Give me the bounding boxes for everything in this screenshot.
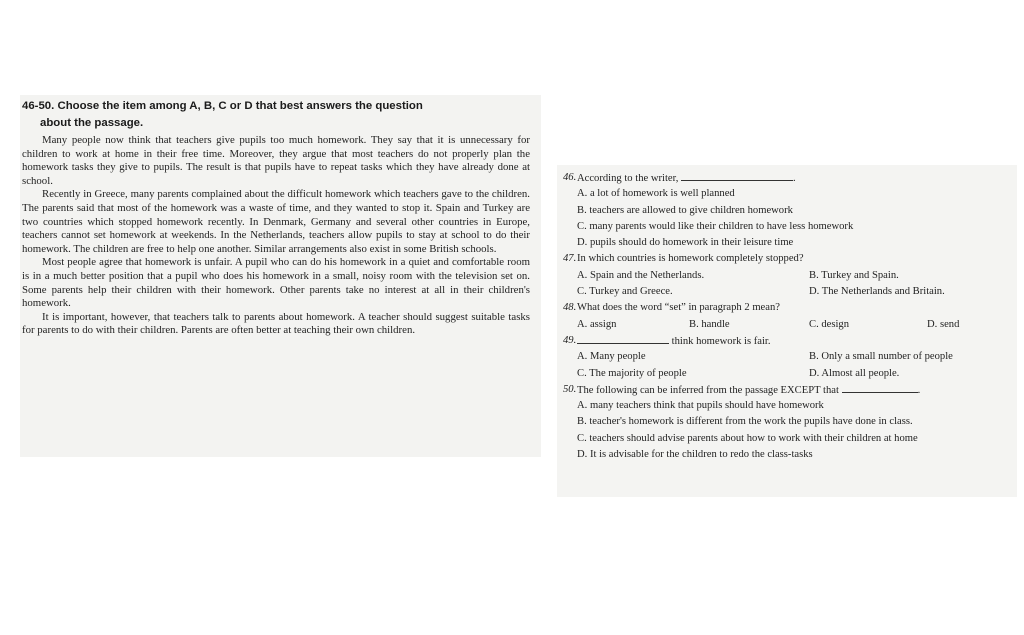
question-46 (563, 170, 1011, 186)
options-46-d (563, 235, 1011, 251)
options-46-c (563, 219, 1011, 235)
answer-blank (842, 382, 918, 393)
option-a: A. assign (577, 318, 617, 330)
option-c: C. design (809, 318, 850, 330)
question-list (563, 170, 1011, 463)
option-a: A. many teachers think that pupils should have homework (577, 400, 824, 412)
option-d: D. It is advisable for the children to redo the class-tasks (577, 449, 813, 461)
reading-passage (22, 134, 530, 338)
options-49-ab (563, 349, 1011, 365)
question-48 (563, 300, 1011, 316)
question-number: 48. (563, 302, 577, 314)
question-number: 49. (563, 334, 577, 346)
paragraph-4: It is important, however, that teachers talk to parents about homework. A teacher should suggest suitable tasks for parents to do with their children. Parents are often better at teaching their own children. (22, 310, 530, 337)
question-number: 46. (563, 172, 577, 183)
options-49-cd (563, 366, 1011, 382)
options-50-c (563, 431, 1011, 447)
option-d: D. Almost all people. (809, 367, 900, 379)
option-c: C. teachers should advise parents about how to work with their children at home (577, 432, 918, 444)
answer-blank (681, 170, 793, 181)
options-46-b (563, 203, 1011, 219)
instruction-heading (22, 98, 542, 132)
option-a: A. Many people (577, 351, 646, 363)
heading-line-2: about the passage. (40, 117, 144, 129)
question-49 (563, 333, 1011, 349)
paragraph-3: Most people agree that homework is unfair. A pupil who can do his homework in a quiet and comfortable room is in a much better position that a pupil who does his homework in a small, noisy room with the television set on. Some parents help their children with their homework. Other parents take no interest at all in their children's homework. (22, 256, 530, 310)
question-50 (563, 382, 1011, 398)
question-number: 47. (563, 253, 577, 265)
option-a: A. a lot of homework is well planned (577, 188, 735, 200)
options-47-ab (563, 268, 1011, 284)
option-b: B. teacher's homework is different from the work the pupils have done in class. (577, 416, 913, 428)
option-d: D. pupils should do homework in their leisure time (577, 237, 794, 249)
options-47-cd (563, 284, 1011, 300)
question-end: . (917, 384, 921, 396)
options-50-b (563, 414, 1011, 430)
question-end: . (793, 173, 796, 184)
answer-blank (577, 333, 669, 344)
question-stem: The following can be inferred from the passage EXCEPT that (577, 384, 839, 396)
paragraph-2: Recently in Greece, many parents complained about the difficult homework which teachers gave to the children. The parents said that most of the homework was a waste of time, and they wanted to stop it. Spain and Turkey are two countries which stopped homework recently. In Denmark, Germany and several other countries in Europe, teachers cannot set homework at weekends. In the Netherlands, teachers allow pupils to stay at school to do their homework. The children are free to help one another. Similar arrangements also exist in some British schools. (22, 188, 530, 255)
option-b: B. handle (689, 318, 730, 330)
options-46-a (563, 186, 1011, 202)
options-50-a (563, 398, 1011, 414)
options-50-d (563, 447, 1011, 463)
options-48 (563, 317, 1011, 333)
heading-line-1: 46-50. Choose the item among A, B, C or D that best answers the question (22, 100, 423, 112)
question-stem: According to the writer, (577, 173, 679, 184)
question-47 (563, 251, 1011, 267)
option-c: C. Turkey and Greece. (577, 286, 673, 298)
option-a: A. Spain and the Netherlands. (577, 269, 705, 281)
option-d: D. send (927, 318, 960, 330)
option-b: B. Turkey and Spain. (809, 269, 899, 281)
question-number: 50. (563, 383, 577, 395)
option-c: C. The majority of people (577, 367, 687, 379)
question-stem: think homework is fair. (671, 335, 771, 347)
option-d: D. The Netherlands and Britain. (809, 286, 945, 298)
option-c: C. many parents would like their children to have less homework (577, 220, 854, 232)
paragraph-1: Many people now think that teachers give pupils too much homework. They say that it is unnecessary for children to work at home in their free time. Moreover, they argue that most teachers do not properly plan the homework tasks they give to pupils. The result is that pupils have to repeat tasks which they have already done at school. (22, 134, 530, 187)
option-b: B. Only a small number of people (809, 351, 953, 363)
option-b: B. teachers are allowed to give children homework (577, 204, 793, 216)
question-stem: In which countries is homework completely stopped? (577, 253, 804, 265)
question-stem: What does the word “set” in paragraph 2 mean? (577, 302, 780, 314)
